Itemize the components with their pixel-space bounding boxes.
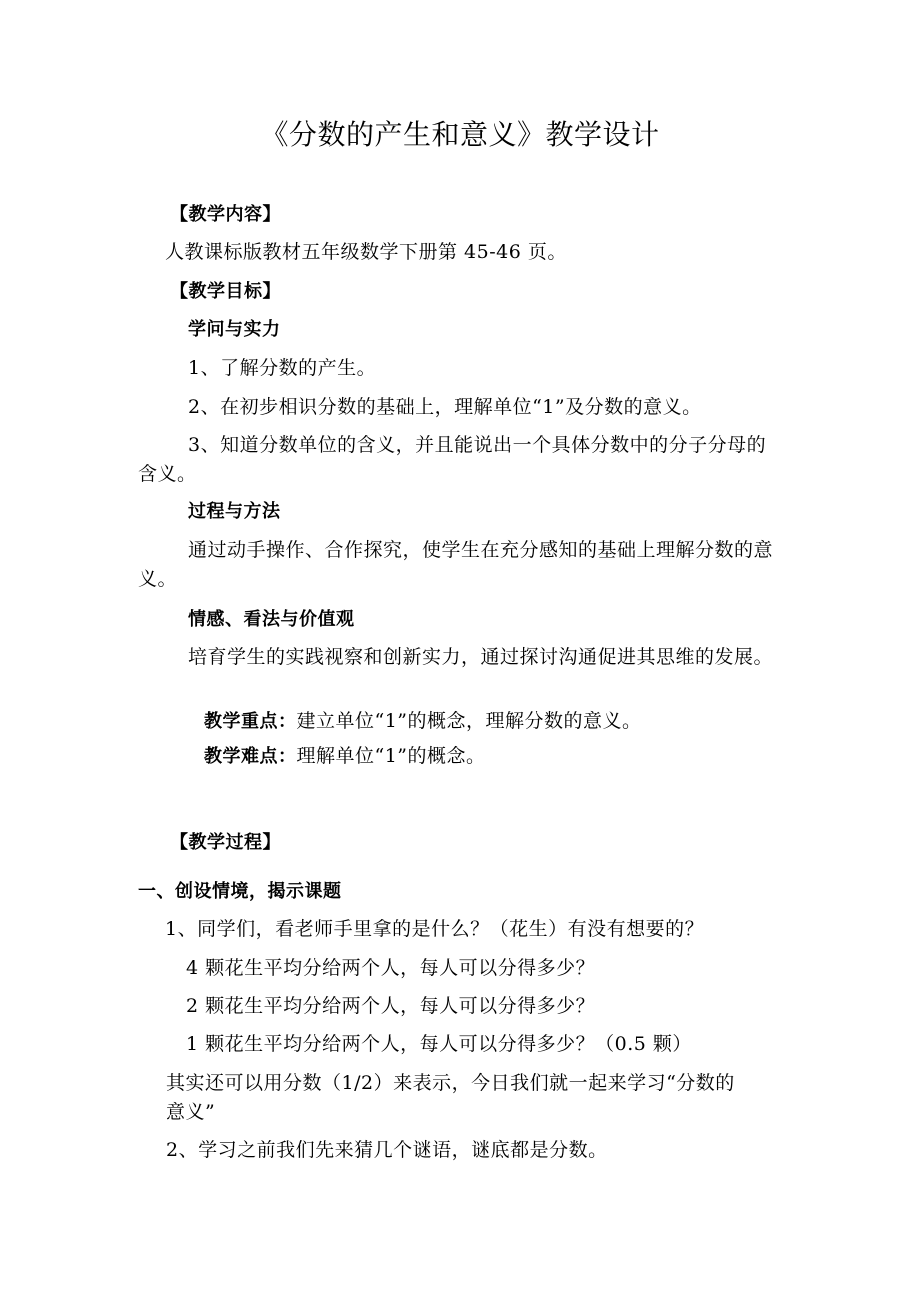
process-method-text-continued: 义。 [138,568,178,590]
emotion-text: 培育学生的实践视察和创新实力，通过探讨沟通促进其思维的发展。 [188,646,774,668]
knowledge-item: 2、在初步相识分数的基础上，理解单位“1”及分数的意义。 [188,396,702,418]
difficult-point [204,744,486,769]
knowledge-item: 3、知道分数单位的含义，并且能说出一个具体分数中的分子分母的 [188,434,767,456]
section-line: 4 颗花生平均分给两个人，每人可以分得多少？ [186,957,596,979]
section-line-continued: 意义” [166,1101,216,1123]
emotion-heading: 情感、看法与价值观 [188,609,355,630]
content-text: 人教课标版教材五年级数学下册第 45-46 页。 [165,241,567,263]
section-heading: 一、创设情境，揭示课题 [138,881,342,902]
key-point-text: 建立单位“1”的概念，理解分数的意义。 [296,710,642,732]
difficult-point-label: 教学难点： [204,746,297,767]
section-line: 1、同学们，看老师手里拿的是什么？（花生）有没有想要的？ [165,918,705,940]
content-heading: 【教学内容】 [170,204,281,225]
knowledge-heading: 学问与实力 [188,319,281,340]
difficult-point-text: 理解单位“1”的概念。 [296,745,486,767]
key-point [204,709,642,734]
section-line: 其实还可以用分数（1/2）来表示，今日我们就一起来学习“分数的 [166,1072,735,1094]
process-method-heading: 过程与方法 [188,501,281,522]
knowledge-item-continued: 含义。 [138,463,197,485]
section-line: 2 颗花生平均分给两个人，每人可以分得多少？ [186,995,596,1017]
section-line: 2、学习之前我们先来猜几个谜语，谜底都是分数。 [166,1139,608,1161]
knowledge-item: 1、了解分数的产生。 [188,357,377,379]
document-title: 《分数的产生和意义》教学设计 [260,118,660,151]
section-line: 1 颗花生平均分给两个人，每人可以分得多少？（0.5 颗） [186,1033,692,1055]
goals-heading: 【教学目标】 [170,281,281,302]
key-point-label: 教学重点： [204,711,297,732]
teaching-process-heading: 【教学过程】 [170,832,281,853]
process-method-text: 通过动手操作、合作探究，使学生在充分感知的基础上理解分数的意 [188,539,774,561]
